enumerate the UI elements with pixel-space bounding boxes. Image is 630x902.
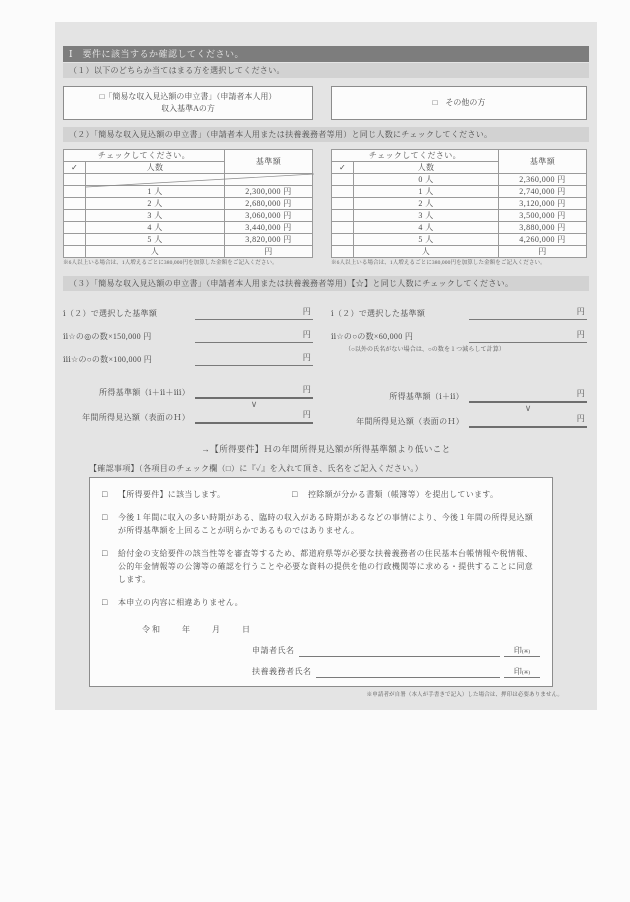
calc-left-i <box>63 306 313 320</box>
row-checkbox-cell[interactable] <box>332 246 354 258</box>
left-header-people: 人数 <box>86 162 225 174</box>
applicant-seal[interactable]: 印(※) <box>504 644 540 657</box>
calc-left-expected <box>63 409 313 424</box>
row-checkbox-cell[interactable] <box>332 174 354 186</box>
calc-right-total <box>331 388 587 403</box>
criteria-table-right-body <box>332 174 587 258</box>
calc-left-iii-field[interactable] <box>195 352 313 366</box>
row-amount-cell: 3,880,000 円 <box>499 222 587 234</box>
confirm-item-4-text: 本申立の内容に相違ありません。 <box>118 598 243 607</box>
right-header-people: 人数 <box>354 162 499 174</box>
row-people-cell: 0 人 <box>354 174 499 186</box>
confirm-item-2-text: 今後１年間に収入の多い時期がある、臨時の収入がある時期があるなどの事情により、今後１年間の所得見込額が所得基準額を上回ることが明らかであるものではありません。 <box>118 513 533 535</box>
calc-right-ii-label: ⅱ☆の○の数×60,000 円 <box>331 332 414 341</box>
row-people-cell: 4 人 <box>354 222 499 234</box>
section-1-sub2: （２）「簡易な収入見込額の申立書」（申請者本人用または扶養義務者等用）と同じ人数にチェックしてください。 <box>63 127 589 142</box>
calc-left-i-label: ⅰ（２）で選択した基準額 <box>63 309 158 318</box>
calc-left-expected-field[interactable] <box>195 409 313 424</box>
calc-left-i-unit: 円 <box>302 307 311 316</box>
calc-right-expected <box>331 413 587 428</box>
confirm-item-1b[interactable] <box>292 488 498 501</box>
criteria-table-left-body <box>64 174 313 258</box>
row-amount-cell: 2,740,000 円 <box>499 186 587 198</box>
row-people-cell: 4 人 <box>86 222 225 234</box>
calc-left-comparator: ∨ <box>250 399 258 409</box>
table-row <box>64 234 313 246</box>
row-people-cell: 1 人 <box>354 186 499 198</box>
calc-left-expected-label: 年間所得見込額（表面のＨ） <box>82 413 190 422</box>
right-header-checkmark: ✓ <box>332 162 354 174</box>
row-people-cell: 5 人 <box>86 234 225 246</box>
section-1-sub3: （３）「簡易な収入見込額の申立書」（申請者本人用または扶養義務者等用）【☆】と同じ人数にチェックしてください。 <box>63 276 589 291</box>
table-row <box>64 198 313 210</box>
row-amount-cell: 4,260,000 円 <box>499 234 587 246</box>
row-checkbox-cell[interactable] <box>64 174 86 186</box>
checkbox-data-consent[interactable]: □ <box>102 548 108 558</box>
row-people-cell: 人 <box>354 246 499 258</box>
row-checkbox-cell[interactable] <box>64 210 86 222</box>
left-header-check: チェックしてください。 <box>64 150 225 162</box>
row-checkbox-cell[interactable] <box>64 186 86 198</box>
supporter-signature-label: 扶養義務者氏名 <box>252 667 312 676</box>
supporter-signature-field[interactable] <box>316 665 501 678</box>
seal-footnote: ※申請者が自署（本人が手書きで記入）した場合は、押印は必要ありません。 <box>366 692 563 698</box>
calc-left-ii <box>63 329 313 343</box>
row-amount-cell: 3,120,000 円 <box>499 198 587 210</box>
table-row <box>332 198 587 210</box>
calc-right-ii <box>331 329 587 343</box>
row-people-cell: 3 人 <box>86 210 225 222</box>
choice-option-b[interactable] <box>331 86 587 120</box>
calc-left-ii-label: ⅱ☆の◎の数×150,000 円 <box>63 332 152 341</box>
confirm-heading: 【確認事項】（各項目のチェック欄（□）に『✓』を入れて頂き、氏名をご記入ください。） <box>89 464 424 473</box>
calc-right-expected-label: 年間所得見込額（表面のＨ） <box>356 417 464 426</box>
checkbox-deduction-docs[interactable]: □ <box>292 489 298 499</box>
form-page <box>55 22 597 710</box>
checkbox-income-requirement[interactable]: □ <box>102 489 108 499</box>
table-row <box>64 210 313 222</box>
calc-right-spacer <box>331 355 587 388</box>
calc-right-comparator: ∨ <box>524 403 532 413</box>
row-people-cell: 1 人 <box>86 186 225 198</box>
calc-right-ii-field[interactable] <box>469 329 587 343</box>
strikethrough-line <box>86 174 314 187</box>
table-row <box>64 174 313 186</box>
date-line[interactable]: 令和 年 月 日 <box>142 625 252 634</box>
table-row <box>64 222 313 234</box>
confirm-item-1-row <box>102 488 540 501</box>
row-people-cell: 2 人 <box>354 198 499 210</box>
criteria-table-left <box>63 149 313 258</box>
row-amount-cell: 3,820,000 円 <box>225 234 313 246</box>
calc-left-iii-label: ⅲ☆の○の数×100,000 円 <box>63 355 152 364</box>
calc-left-i-field[interactable] <box>195 306 313 320</box>
right-table-note: ※6人以上いる場合は、1人増えるごとに380,000円を加算した金額をご記入ください。 <box>331 260 546 266</box>
confirm-item-4[interactable] <box>102 596 540 609</box>
row-checkbox-cell[interactable] <box>64 198 86 210</box>
row-amount-cell: 2,300,000 円 <box>225 186 313 198</box>
left-header-amount: 基準額 <box>225 150 313 174</box>
checkbox-income-forecast[interactable]: □ <box>102 512 108 522</box>
row-people-cell: 2 人 <box>86 198 225 210</box>
supporter-seal-note: (※) <box>521 670 531 676</box>
calc-right-ii-unit: 円 <box>576 330 585 339</box>
row-amount-cell: 2,680,000 円 <box>225 198 313 210</box>
row-people-cell: 人 <box>86 246 225 258</box>
applicant-signature-field[interactable] <box>299 644 501 657</box>
section-1-heading: Ⅰ 要件に該当するか確認してください。 <box>63 46 589 62</box>
income-requirement-arrow: →【所得要件】Ｈの年間所得見込額が所得基準額より低いこと <box>201 444 451 454</box>
criteria-table-right-wrap <box>331 149 587 268</box>
calc-left-expected-unit: 円 <box>302 410 311 419</box>
calc-right-i <box>331 306 587 320</box>
table-row <box>64 186 313 198</box>
calc-right-total-label: 所得基準額（ⅰ＋ⅱ） <box>389 392 464 401</box>
applicant-signature-row <box>102 644 540 657</box>
table-row <box>64 246 313 258</box>
choice-option-b-label: □ その他の方 <box>432 98 486 107</box>
confirm-item-3-text: 給付金の支給要件の該当性等を審査等するため、都道府県等が必要な扶養義務者の住民基本台帳情報や税情報、公的年金情報等の公簿等の確認を行うことや必要な資料の提供を他の行政機関等に求める・提供することに同意します。 <box>118 549 533 584</box>
confirm-item-2[interactable] <box>102 511 540 537</box>
calculation-right <box>331 297 587 428</box>
row-people-cell: 5 人 <box>354 234 499 246</box>
row-amount-cell: 2,360,000 円 <box>499 174 587 186</box>
calc-left-total <box>63 384 313 399</box>
row-amount-cell: 円 <box>225 246 313 258</box>
left-header-checkmark: ✓ <box>64 162 86 174</box>
row-checkbox-cell[interactable] <box>332 234 354 246</box>
row-checkbox-cell[interactable] <box>64 234 86 246</box>
row-checkbox-cell[interactable] <box>332 210 354 222</box>
calculation-left <box>63 297 313 428</box>
calc-left-iii <box>63 352 313 366</box>
calc-left-ii-unit: 円 <box>302 330 311 339</box>
table-row <box>332 222 587 234</box>
checkbox-statement-truth[interactable]: □ <box>102 597 108 607</box>
calc-right-expected-unit: 円 <box>576 414 585 423</box>
calc-right-total-field[interactable] <box>469 388 587 403</box>
choice-option-a[interactable] <box>63 86 313 120</box>
row-amount-cell: 3,060,000 円 <box>225 210 313 222</box>
table-row <box>332 210 587 222</box>
row-checkbox-cell[interactable] <box>64 246 86 258</box>
calculation-row <box>63 297 589 428</box>
row-people-cell <box>86 174 225 186</box>
table-header-row <box>332 150 587 162</box>
row-amount-cell: 円 <box>499 246 587 258</box>
confirm-item-1b-text: 控除額が分かる書類（帳簿等）を提出しています。 <box>308 490 499 499</box>
supporter-seal[interactable]: 印(※) <box>504 665 540 678</box>
table-row <box>332 246 587 258</box>
left-table-note: ※6人以上いる場合は、1人増えるごとに380,000円を加算した金額をご記入ください。 <box>63 260 278 266</box>
right-header-amount: 基準額 <box>499 150 587 174</box>
row-checkbox-cell[interactable] <box>332 222 354 234</box>
table-row <box>332 186 587 198</box>
table-row <box>332 174 587 186</box>
criteria-table-right <box>331 149 587 258</box>
right-header-check: チェックしてください。 <box>332 150 499 162</box>
table-header-row <box>64 150 313 162</box>
supporter-signature-row <box>102 665 540 678</box>
choice-row <box>63 86 589 120</box>
row-amount-cell: 3,500,000 円 <box>499 210 587 222</box>
calc-left-total-field[interactable] <box>195 384 313 399</box>
calc-left-total-label: 所得基準額（ⅰ＋ⅱ＋ⅲ） <box>99 388 190 397</box>
calc-left-ii-field[interactable] <box>195 329 313 343</box>
section-1-sub1: （１）以下のどちらか当てはまる方を選択してください。 <box>63 63 589 78</box>
applicant-signature-label: 申請者氏名 <box>252 646 295 655</box>
calc-left-iii-unit: 円 <box>302 353 311 362</box>
confirm-item-1a-text: 【所得要件】に該当します。 <box>118 490 226 499</box>
calc-right-i-field[interactable] <box>469 306 587 320</box>
applicant-seal-note: (※) <box>521 649 531 655</box>
row-checkbox-cell[interactable] <box>332 198 354 210</box>
row-amount-cell: 3,440,000 円 <box>225 222 313 234</box>
confirmation-box <box>89 477 553 687</box>
criteria-table-left-wrap <box>63 149 313 268</box>
confirm-item-1a[interactable] <box>102 488 292 501</box>
table-row <box>332 234 587 246</box>
confirm-item-3[interactable] <box>102 547 540 586</box>
choice-option-a-line2: 収入基準Aの方 <box>161 104 215 113</box>
calc-right-i-label: ⅰ（２）で選択した基準額 <box>331 309 426 318</box>
calc-right-ii-note: （○以外の氏名がない場合は、○の数を１つ減らして計算） <box>345 347 505 353</box>
form-content <box>63 46 589 700</box>
row-checkbox-cell[interactable] <box>332 186 354 198</box>
calc-right-i-unit: 円 <box>576 307 585 316</box>
calc-right-expected-field[interactable] <box>469 413 587 428</box>
calc-right-total-unit: 円 <box>576 389 585 398</box>
choice-option-a-line1: □「簡易な収入見込額の申立書」（申請者本人用） <box>99 92 277 101</box>
row-checkbox-cell[interactable] <box>64 222 86 234</box>
criteria-tables-row <box>63 149 589 268</box>
calc-left-total-unit: 円 <box>302 385 311 394</box>
row-people-cell: 3 人 <box>354 210 499 222</box>
